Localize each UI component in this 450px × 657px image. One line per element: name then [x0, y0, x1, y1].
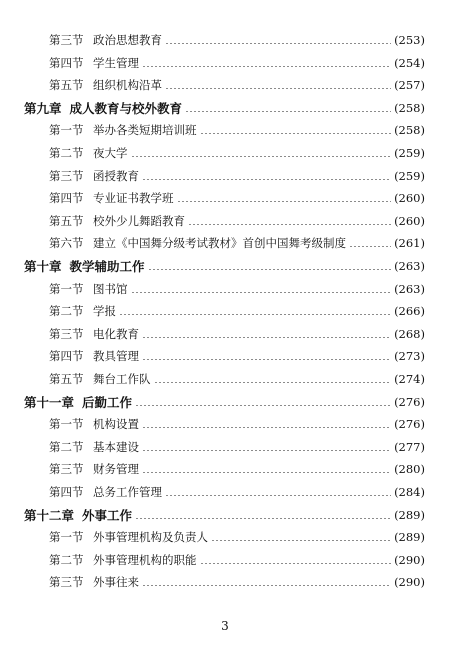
entry-title: 图书馆 [93, 281, 128, 296]
dot-leader [142, 427, 391, 428]
toc-section-entry [49, 458, 425, 480]
entry-number: 第四节 [49, 191, 84, 206]
entry-number: 第十章 [24, 259, 62, 274]
toc-section-entry [49, 481, 425, 503]
entry-number: 第四节 [49, 55, 84, 70]
toc-section-entry [49, 345, 425, 367]
entry-title: 成人教育与校外教育 [69, 100, 183, 116]
entry-title: 电化教育 [93, 326, 139, 341]
dot-leader [131, 292, 392, 293]
dot-leader [165, 43, 391, 44]
entry-page: (274) [394, 372, 425, 386]
toc-section-entry [49, 436, 425, 458]
dot-leader [142, 472, 391, 473]
entry-page: (290) [394, 575, 425, 590]
toc-section-entry [49, 232, 425, 254]
toc-chapter-entry [24, 97, 425, 119]
entry-title: 校外少儿舞蹈教育 [93, 213, 185, 228]
entry-page: (273) [394, 349, 425, 364]
dot-leader [142, 585, 391, 586]
toc-section-entry [49, 549, 425, 571]
toc-section-entry [49, 119, 425, 141]
entry-title: 组织机构沿革 [93, 78, 162, 93]
entry-number: 第五节 [49, 213, 84, 228]
entry-title: 机构设置 [93, 417, 139, 432]
entry-number: 第三节 [49, 33, 84, 47]
entry-title: 基本建设 [93, 439, 139, 454]
entry-page: (268) [394, 326, 425, 341]
entry-page: (276) [394, 417, 425, 432]
entry-page: (254) [394, 55, 425, 70]
entry-number: 第九章 [24, 100, 62, 116]
dot-leader [135, 405, 391, 406]
dot-leader [142, 66, 391, 67]
dot-leader [177, 201, 392, 202]
toc-section-entry [49, 526, 425, 548]
entry-number: 第一节 [49, 123, 84, 138]
entry-page: (266) [394, 304, 425, 319]
dot-leader [185, 111, 391, 112]
toc-section-entry [49, 571, 425, 593]
entry-number: 第四节 [49, 349, 84, 364]
entry-number: 第二节 [49, 304, 84, 319]
entry-page: (260) [394, 213, 425, 228]
entry-title: 建立《中国舞分级考试教材》首创中国舞考级制度 [93, 236, 346, 251]
toc-section-entry [49, 210, 425, 232]
entry-title: 总务工作管理 [93, 485, 162, 499]
dot-leader [142, 359, 391, 360]
entry-title: 外事管理机构及负责人 [93, 530, 208, 545]
dot-leader [165, 88, 391, 89]
entry-title: 外事工作 [82, 507, 133, 523]
entry-number: 第一节 [49, 417, 84, 432]
dot-leader [211, 540, 391, 541]
toc-section-entry [49, 29, 425, 51]
toc-section-entry [49, 52, 425, 74]
entry-title: 学生管理 [93, 55, 139, 70]
entry-title: 学报 [93, 304, 116, 319]
dot-leader [200, 563, 392, 564]
toc-section-entry [49, 323, 425, 345]
entry-number: 第五节 [49, 372, 84, 386]
entry-page: (263) [394, 259, 425, 273]
dot-leader [142, 450, 391, 451]
dot-leader [165, 495, 391, 496]
entry-page: (258) [394, 100, 425, 115]
dot-leader [154, 382, 392, 383]
entry-number: 第三节 [49, 575, 84, 590]
entry-page: (257) [394, 78, 425, 93]
entry-number: 第十一章 [24, 394, 75, 410]
toc-section-entry [49, 142, 425, 164]
entry-number: 第十二章 [24, 507, 75, 523]
entry-title: 教学辅助工作 [69, 259, 145, 274]
toc-section-entry [49, 300, 425, 322]
entry-title: 函授教育 [93, 168, 139, 183]
entry-number: 第三节 [49, 168, 84, 183]
dot-leader [349, 246, 391, 247]
entry-number: 第三节 [49, 462, 84, 477]
entry-title: 政治思想教育 [93, 33, 162, 47]
toc-section-entry [49, 368, 425, 390]
entry-number: 第四节 [49, 485, 84, 499]
entry-page: (289) [394, 507, 425, 522]
dot-leader [142, 337, 391, 338]
dot-leader [131, 156, 392, 157]
page-number: 3 [221, 619, 229, 633]
entry-page: (284) [394, 485, 425, 499]
toc-chapter-entry [24, 391, 425, 413]
toc-chapter-entry [24, 504, 425, 526]
entry-number: 第二节 [49, 439, 84, 454]
entry-title: 专业证书教学班 [93, 191, 174, 206]
entry-page: (259) [394, 168, 425, 183]
entry-title: 举办各类短期培训班 [93, 123, 197, 138]
entry-page: (290) [394, 552, 425, 567]
entry-number: 第一节 [49, 281, 84, 296]
dot-leader [142, 179, 391, 180]
toc-section-entry [49, 413, 425, 435]
entry-page: (280) [394, 462, 425, 477]
dot-leader [188, 224, 391, 225]
entry-page: (263) [394, 281, 425, 296]
entry-page: (258) [394, 123, 425, 138]
dot-leader [148, 269, 392, 270]
entry-page: (253) [394, 33, 425, 47]
entry-page: (276) [394, 394, 425, 409]
entry-title: 外事往来 [93, 575, 139, 590]
entry-title: 教具管理 [93, 349, 139, 364]
toc-section-entry [49, 278, 425, 300]
entry-number: 第二节 [49, 146, 84, 160]
dot-leader [200, 133, 392, 134]
toc-section-entry [49, 187, 425, 209]
entry-page: (260) [394, 191, 425, 206]
entry-number: 第二节 [49, 552, 84, 567]
entry-title: 财务管理 [93, 462, 139, 477]
toc-section-entry [49, 165, 425, 187]
toc-section-entry [49, 74, 425, 96]
entry-title: 舞台工作队 [93, 372, 151, 386]
entry-page: (277) [394, 439, 425, 454]
entry-number: 第六节 [49, 236, 84, 251]
entry-title: 外事管理机构的职能 [93, 552, 197, 567]
entry-page: (261) [394, 236, 425, 251]
entry-page: (259) [394, 146, 425, 160]
toc-chapter-entry [24, 255, 425, 277]
entry-page: (289) [394, 530, 425, 545]
dot-leader [119, 314, 391, 315]
entry-number: 第一节 [49, 530, 84, 545]
dot-leader [135, 518, 391, 519]
entry-title: 后勤工作 [82, 394, 133, 410]
entry-number: 第五节 [49, 78, 84, 93]
entry-number: 第三节 [49, 326, 84, 341]
entry-title: 夜大学 [93, 146, 128, 160]
